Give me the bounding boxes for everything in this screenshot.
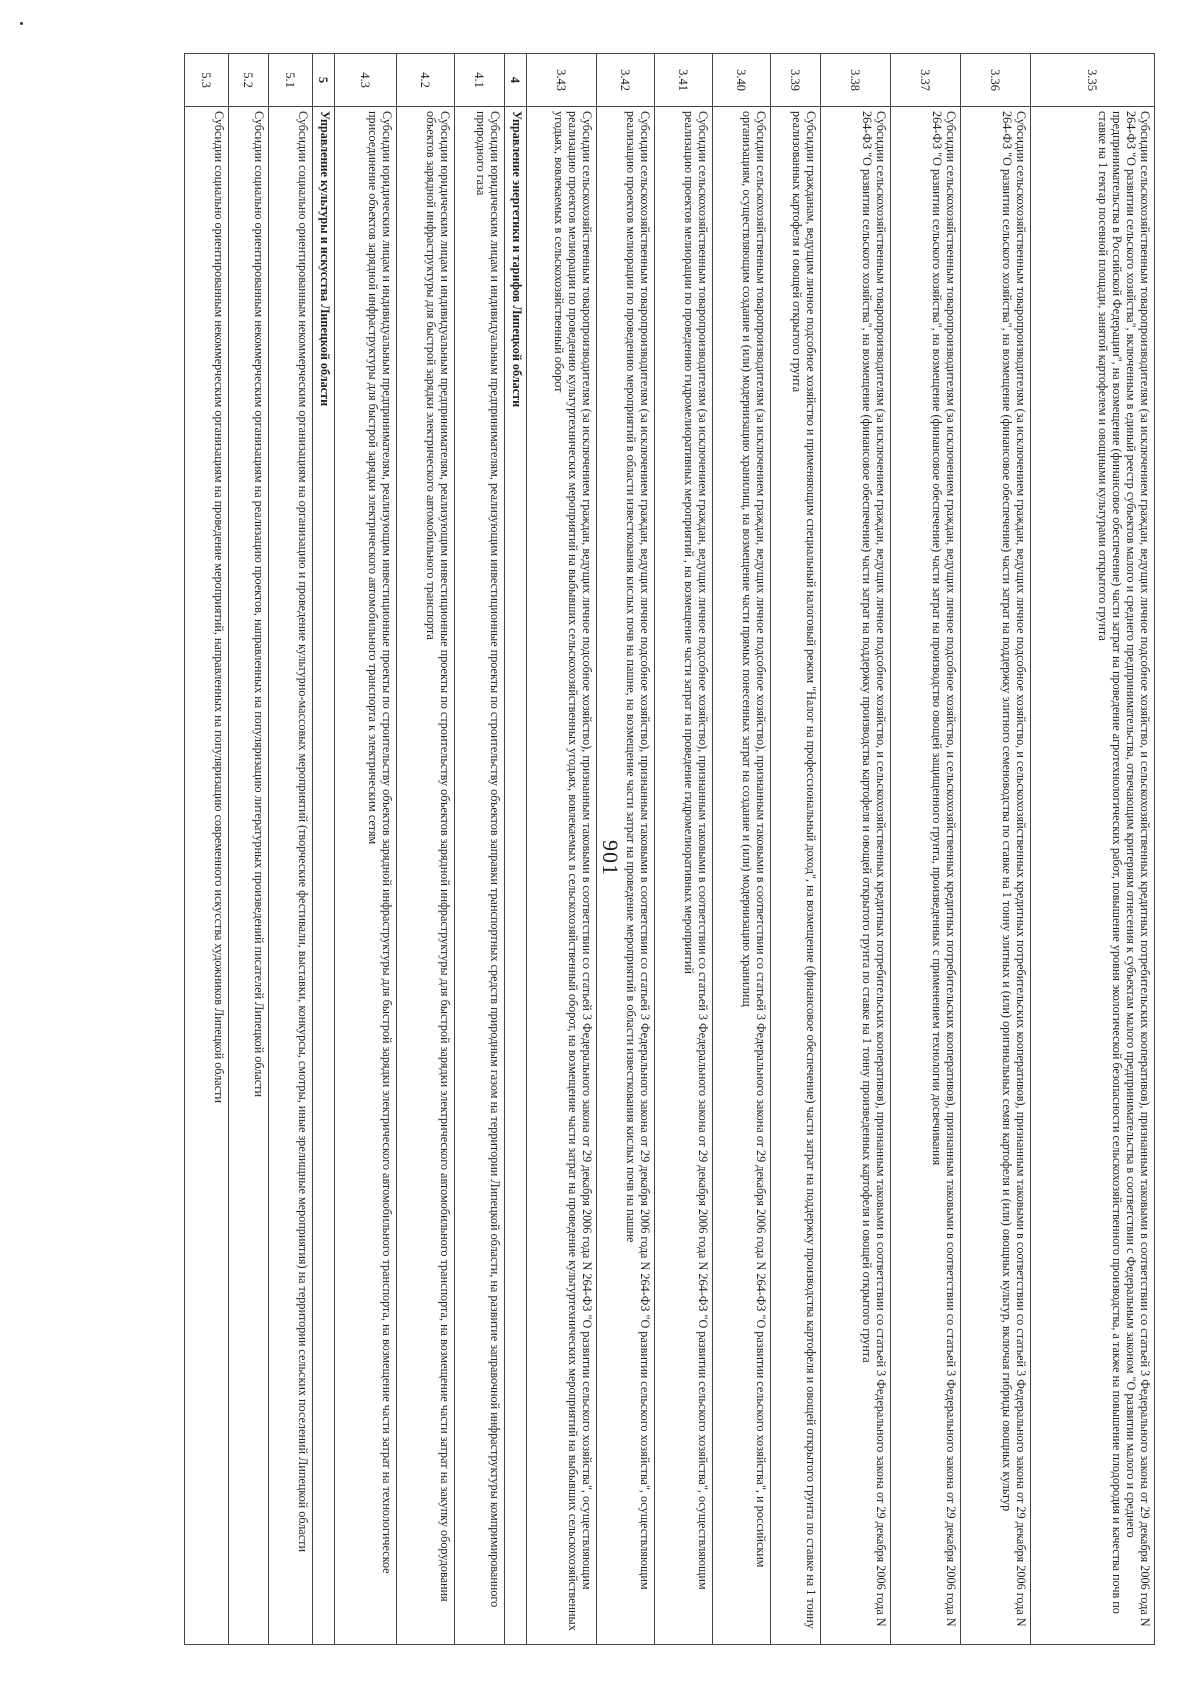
rotated-table-container: [50, 53, 1155, 1645]
row-number: 3.35: [1031, 54, 1155, 107]
table-row: [185, 54, 229, 1645]
row-text: Субсидии гражданам, ведущим личное подсобное хозяйство и применяющим специальный налоговый режим "Налог на профессиональный доход", на возмещение (финансовое обеспечение) части затрат на поддержку производства картофеля и овощей открытого грунта по ставке на 1 тонну реализованных картофеля и овощей открытого грунта: [771, 107, 821, 1645]
table-row: [961, 54, 1031, 1645]
row-text: Субсидии сельскохозяйственным товаропроизводителям (за исключением граждан, ведущих личное подсобное хозяйство, и сельскохозяйственных кредитных потребительских кооперативов), признанным таковыми в соответствии со статьей 3 Федерального закона от 29 декабря 2006 года N 264-ФЗ "О развитии сельского хозяйства", на возмещение (финансовое обеспечение) части затрат на поддержку элитного семеноводства по ставке на 1 тонну элитных и (или) оригинальных семян картофеля и (или) овощных культур, включая гибриды овощных культур: [961, 107, 1031, 1645]
row-number: 4: [505, 54, 527, 107]
table-row: [597, 54, 655, 1645]
row-number: 3.40: [713, 54, 771, 107]
row-number: 4.1: [455, 54, 505, 107]
row-number: 4.2: [397, 54, 455, 107]
table-row: [269, 54, 313, 1645]
row-number: 3.43: [527, 54, 597, 107]
row-number: 3.37: [891, 54, 961, 107]
table-wrapper: [50, 53, 1155, 1645]
row-text: Субсидии сельскохозяйственным товаропроизводителям (за исключением граждан, ведущих личное подсобное хозяйство), признанным таковыми в соответствии со статьей 3 Федерального закона от 29 декабря 2006 года N 264-ФЗ "О развитии сельского хозяйства", осуществляющим реализацию проектов мелиорации по проведению гидромелиоративных мероприятий , на возмещение части затрат на проведение гидромелиоративных мероприятий: [655, 107, 713, 1645]
row-text: Субсидии юридическим лицам и индивидуальным предпринимателям, реализующим инвестиционные проекты по строительству объектов зарядной инфраструктуры для быстрой зарядки электрического автомобильного транспорта, на возмещение части затрат на закупку оборудования объектов зарядной инфраструктуры для быстрой зарядки электрического автомобильного транспорта: [397, 107, 455, 1645]
table-row: [655, 54, 713, 1645]
section-row: [505, 54, 527, 1645]
table-row: [1031, 54, 1155, 1645]
table-row: [397, 54, 455, 1645]
row-number: 3.38: [821, 54, 891, 107]
row-text: Субсидии сельскохозяйственным товаропроизводителям (за исключением граждан, ведущих личное подсобное хозяйство, и сельскохозяйственных кредитных потребительских кооперативов), признанным таковыми в соответствии со статьей 3 Федерального закона от 29 декабря 2006 года N 264-ФЗ "О развитии сельского хозяйства", на возмещение (финансовое обеспечение) части затрат на поддержку производства картофеля и овощей открытого грунта по ставке на 1 тонну произведенных картофеля и овощей открытого грунта: [821, 107, 891, 1645]
row-number: 5.2: [229, 54, 269, 107]
page-number: 901: [598, 840, 623, 876]
table-row: [713, 54, 771, 1645]
row-text: Субсидии сельскохозяйственным товаропроизводителям (за исключением граждан, ведущих личное подсобное хозяйство), признанным таковыми в соответствии со статьей 3 Федерального закона от 29 декабря 2006 года N 264-ФЗ "О развитии сельского хозяйства", осуществляющим реализацию проектов мелиорации по проведению мероприятий в области известкования кислых почв на пашне, на возмещение части затрат на проведение мероприятий в области известкования кислых почв на пашне: [597, 107, 655, 1645]
row-number: 3.42: [597, 54, 655, 107]
row-text: Субсидии сельскохозяйственным товаропроизводителям (за исключением граждан, ведущих личное подсобное хозяйство, и сельскохозяйственных кредитных потребительских кооперативов), признанным таковыми в соответствии со статьей 3 Федерального закона от 29 декабря 2006 года N 264-ФЗ "О развитии сельского хозяйства", включенным в единый реестр субъектов малого и среднего предпринимательства, отвечающим критериям отнесения к субъектам малого предпринимательства в соответствии с Федеральным законом "О развитии малого и среднего предпринимательства в Российской Федерации", на возмещение (финансовое обеспечение) части затрат на проведение агротехнологических работ, повышение уровня экологической безопасности сельскохозяйственного производства, а также на повышение плодородия и качества почв по ставке на 1 гектар посевной площади, занятой картофелем и овощными культурами открытого грунта: [1031, 107, 1155, 1645]
section-row: [313, 54, 335, 1645]
row-text: Субсидии социально ориентированным некоммерческим организациям на проведение мероприятий, направленных на популяризацию современного искусства художников Липецкой области: [185, 107, 229, 1645]
table-row: [771, 54, 821, 1645]
row-number: 3.39: [771, 54, 821, 107]
section-title: Управление энергетики и тарифов Липецкой области: [505, 107, 527, 1645]
row-text: Субсидии социально ориентированным некоммерческим организациям на реализацию проектов, направленных на популяризацию литературных произведений писателей Липецкой области: [229, 107, 269, 1645]
row-number: 3.41: [655, 54, 713, 107]
row-text: Субсидии сельскохозяйственным товаропроизводителям (за исключением граждан, ведущих личное подсобное хозяйство, и сельскохозяйственных кредитных потребительских кооперативов), признанным таковыми в соответствии со статьей 3 Федерального закона от 29 декабря 2006 года N 264-ФЗ "О развитии сельского хозяйства", на возмещение (финансовое обеспечение) части затрат на производство овощей защищенного грунта, произведенных с применением технологии досвечивания: [891, 107, 961, 1645]
row-text: Субсидии сельскохозяйственным товаропроизводителям (за исключением граждан, ведущих личное подсобное хозяйство), признанным таковыми в соответствии со статьей 3 Федерального закона от 29 декабря 2006 года N 264-ФЗ "О развитии сельского хозяйства", и российским организациям, осуществляющим создание и (или) модернизацию хранилищ, на возмещение части прямых понесенных затрат на создание и (или) модернизацию хранилищ: [713, 107, 771, 1645]
row-number: 5.3: [185, 54, 229, 107]
row-text: Субсидии юридическим лицам и индивидуальным предпринимателям, реализующим инвестиционные проекты по строительству объектов заправки транспортных средств природным газом на территории Липецкой области, на развитие заправочной инфраструктуры компримированного природного газа: [455, 107, 505, 1645]
row-number: 5.1: [269, 54, 313, 107]
row-number: 5: [313, 54, 335, 107]
table-row: [527, 54, 597, 1645]
section-title: Управление культуры и искусства Липецкой области: [313, 107, 335, 1645]
table-row: [229, 54, 269, 1645]
row-number: 4.3: [335, 54, 397, 107]
subsidy-table: [184, 53, 1155, 1645]
table-body: [185, 54, 1155, 1645]
table-row: [821, 54, 891, 1645]
table-row: [335, 54, 397, 1645]
row-text: Субсидии социально ориентированным некоммерческим организациям на организацию и проведение культурно-массовых мероприятий (творческие фестивали, выставки, конкурсы, смотры, иные зрелищные мероприятия) на территории сельских поселений Липецкой области: [269, 107, 313, 1645]
row-number: 3.36: [961, 54, 1031, 107]
row-text: Субсидии юридическим лицам и индивидуальным предпринимателям, реализующим инвестиционные проекты по строительству объектов зарядной инфраструктуры для быстрой зарядки электрического автомобильного транспорта, на возмещение части затрат на технологическое присоединение объектов зарядной инфраструктуры для быстрой зарядки электрического автомобильного транспорта к электрическим сетям: [335, 107, 397, 1645]
table-row: [455, 54, 505, 1645]
row-text: Субсидии сельскохозяйственным товаропроизводителям (за исключением граждан, ведущих личное подсобное хозяйство), признанным таковыми в соответствии со статьей 3 Федерального закона от 29 декабря 2006 года N 264-ФЗ "О развитии сельского хозяйства", осуществляющим реализацию проектов мелиорации по проведению культуртехнических мероприятий на выбывших сельскохозяйственных угодьях, вовлекаемых в сельскохозяйственный оборот, на возмещение части затрат на проведение культуртехнических мероприятий на выбывших сельскохозяйственных угодьях, вовлекаемых в сельскохозяйственный оборот: [527, 107, 597, 1645]
scan-speck: [20, 22, 23, 25]
table-row: [891, 54, 961, 1645]
